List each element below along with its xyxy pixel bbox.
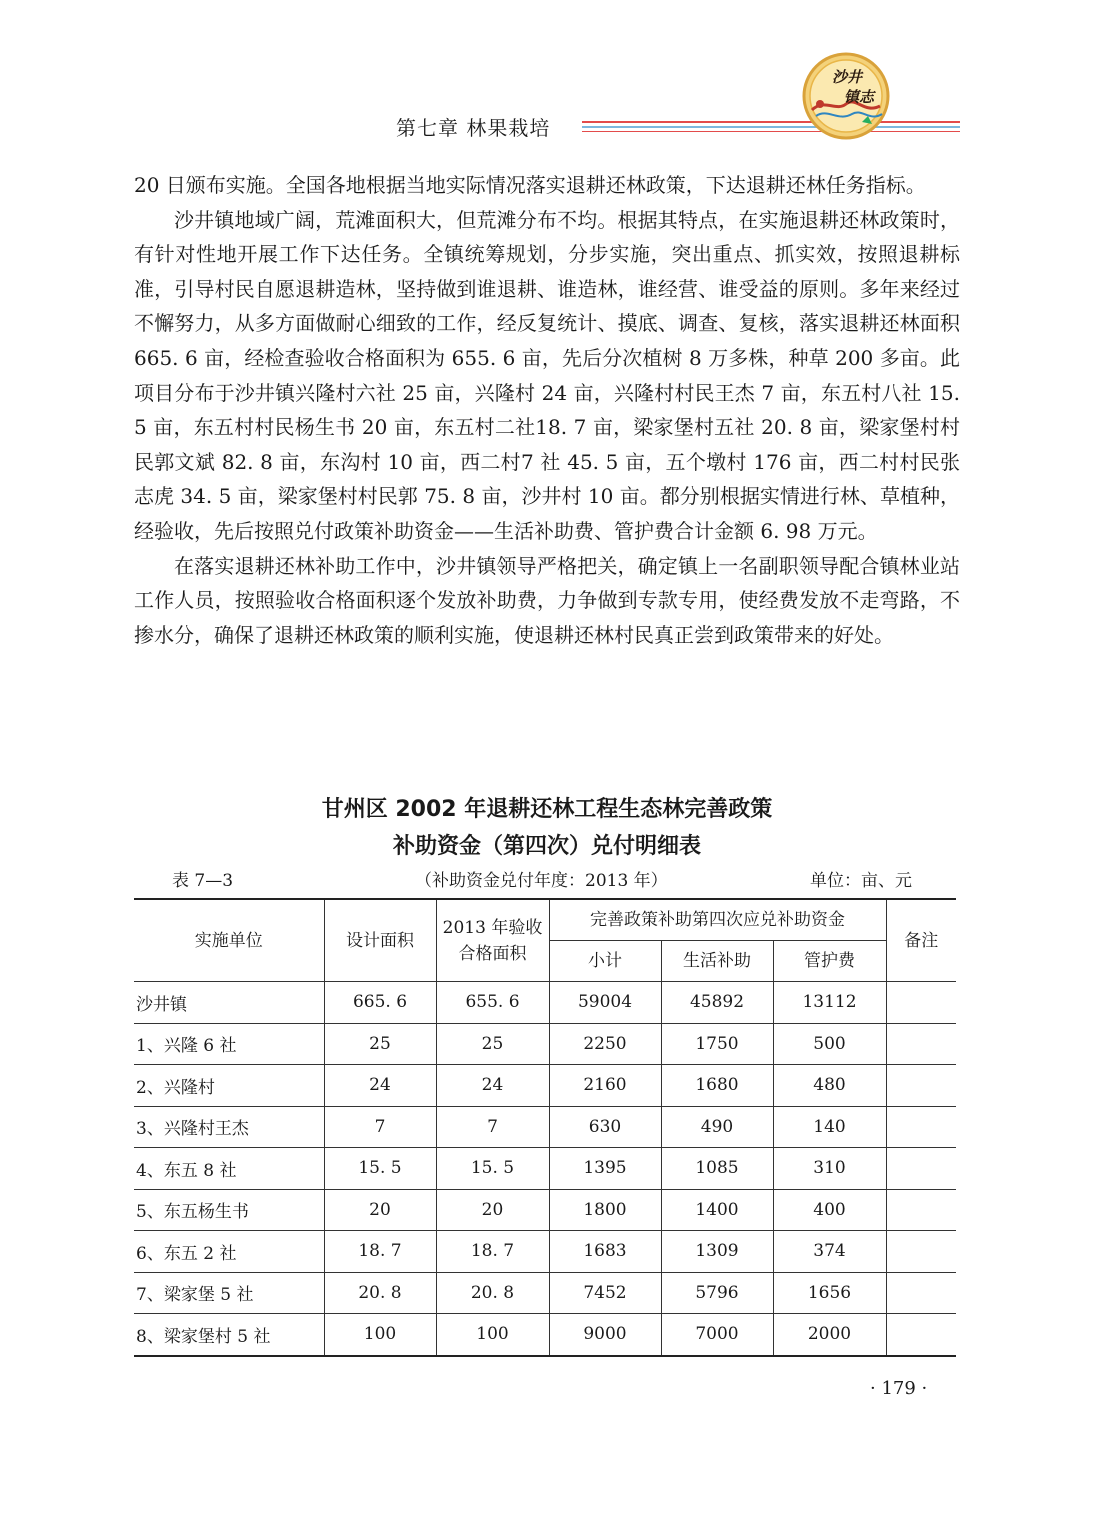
cell-note (886, 1023, 956, 1065)
cell-design: 20 (324, 1189, 436, 1231)
table-row (134, 1272, 956, 1314)
cell-accepted: 100 (436, 1314, 549, 1356)
cell-living: 5796 (661, 1272, 773, 1314)
table-title-line2: 补助资金（第四次）兑付明细表 (392, 834, 701, 859)
page-header (0, 0, 1093, 150)
cell-care: 2000 (773, 1314, 886, 1356)
cell-name: 8、梁家堡村 5 社 (134, 1314, 324, 1356)
cell-design: 15. 5 (324, 1148, 436, 1190)
cell-accepted: 655. 6 (436, 982, 549, 1024)
cell-note (886, 1189, 956, 1231)
cell-care: 1656 (773, 1272, 886, 1314)
table-row (134, 1189, 956, 1231)
cell-note (886, 1106, 956, 1148)
page-number: · 179 · (870, 1378, 928, 1399)
header-accepted-area-line2: 合格面积 (458, 943, 527, 964)
book-seal-logo (802, 52, 890, 140)
paragraph-continuation: 20 日颁布实施。全国各地根据当地实际情况落实退耕还林政策，下达退耕还林任务指标。 (134, 173, 926, 197)
cell-accepted: 15. 5 (436, 1148, 549, 1190)
cell-subtotal: 1395 (549, 1148, 661, 1190)
cell-note (886, 1272, 956, 1314)
table-title-line1: 甘州区 2002 年退耕还林工程生态林完善政策 (321, 797, 773, 822)
cell-care: 13112 (773, 982, 886, 1024)
cell-subtotal: 9000 (549, 1314, 661, 1356)
cell-note (886, 1314, 956, 1356)
seal-text-line2: 镇志 (844, 88, 875, 106)
table-label: 表 7—3 (172, 871, 234, 891)
header-care-fee: 管护费 (773, 941, 886, 982)
body-text (134, 168, 960, 652)
cell-living: 1309 (661, 1231, 773, 1273)
cell-subtotal: 7452 (549, 1272, 661, 1314)
header-notes: 备注 (886, 899, 956, 982)
cell-accepted: 7 (436, 1106, 549, 1148)
cell-accepted: 20. 8 (436, 1272, 549, 1314)
paragraph: 在落实退耕还林补助工作中，沙井镇领导严格把关，确定镇上一名副职领导配合镇林业站工作人员，按照验收合格面积逐个发放补助费，力争做到专款专用，使经费发放不走弯路，不掺水分，确保了退耕还林政策的顺利实施，使退耕还林村民真正尝到政策带来的好处。 (134, 553, 960, 647)
cell-note (886, 982, 956, 1024)
cell-living: 1085 (661, 1148, 773, 1190)
header-rule-blue (582, 126, 960, 128)
cell-living: 1750 (661, 1023, 773, 1065)
cell-living: 1680 (661, 1065, 773, 1107)
cell-note (886, 1231, 956, 1273)
header-unit: 实施单位 (134, 899, 324, 982)
cell-design: 18. 7 (324, 1231, 436, 1273)
header-rule-red-top (582, 121, 960, 123)
cell-name: 4、东五 8 社 (134, 1148, 324, 1190)
table-row (134, 1065, 956, 1107)
header-accepted-area-line1: 2013 年验收 (442, 917, 543, 938)
cell-design: 7 (324, 1106, 436, 1148)
table-unit: 单位：亩、元 (810, 871, 912, 891)
cell-name: 1、兴隆 6 社 (134, 1023, 324, 1065)
cell-accepted: 18. 7 (436, 1231, 549, 1273)
table-subtitle: （补助资金兑付年度：2013 年） (415, 871, 668, 891)
cell-subtotal: 59004 (549, 982, 661, 1024)
cell-care: 310 (773, 1148, 886, 1190)
cell-subtotal: 630 (549, 1106, 661, 1148)
cell-name: 3、兴隆村王杰 (134, 1106, 324, 1148)
table-row (134, 1314, 956, 1356)
cell-living: 1400 (661, 1189, 773, 1231)
cell-note (886, 1065, 956, 1107)
table-row (134, 1106, 956, 1148)
cell-name: 2、兴隆村 (134, 1065, 324, 1107)
cell-accepted: 25 (436, 1023, 549, 1065)
header-subsidy-group: 完善政策补助第四次应兑补助资金 (549, 899, 886, 941)
cell-accepted: 24 (436, 1065, 549, 1107)
cell-design: 20. 8 (324, 1272, 436, 1314)
cell-name: 7、梁家堡 5 社 (134, 1272, 324, 1314)
cell-living: 45892 (661, 982, 773, 1024)
cell-care: 140 (773, 1106, 886, 1148)
cell-design: 24 (324, 1065, 436, 1107)
table-row (134, 1231, 956, 1273)
cell-subtotal: 2250 (549, 1023, 661, 1065)
cell-care: 500 (773, 1023, 886, 1065)
cell-design: 665. 6 (324, 982, 436, 1024)
table-row (134, 982, 956, 1024)
header-living-subsidy: 生活补助 (661, 941, 773, 982)
subsidy-table (134, 898, 956, 1357)
header-accepted-area (436, 899, 549, 982)
cell-note (886, 1148, 956, 1190)
cell-living: 490 (661, 1106, 773, 1148)
header-subtotal: 小计 (549, 941, 661, 982)
cell-care: 374 (773, 1231, 886, 1273)
table-row (134, 1023, 956, 1065)
table-row (134, 1148, 956, 1190)
cell-design: 25 (324, 1023, 436, 1065)
cell-care: 480 (773, 1065, 886, 1107)
chapter-title: 第七章 林果栽培 (396, 116, 551, 140)
cell-name: 5、东五杨生书 (134, 1189, 324, 1231)
cell-subtotal: 1683 (549, 1231, 661, 1273)
cell-care: 400 (773, 1189, 886, 1231)
header-rule-red-bottom (582, 131, 960, 132)
cell-name: 6、东五 2 社 (134, 1231, 324, 1273)
cell-living: 7000 (661, 1314, 773, 1356)
paragraph: 沙井镇地域广阔，荒滩面积大，但荒滩分布不均。根据其特点，在实施退耕还林政策时，有针对性地开展工作下达任务。全镇统筹规划，分步实施，突出重点、抓实效，按照退耕标准，引导村民自愿退耕造林，坚持做到谁退耕、谁造林，谁经营、谁受益的原则。多年来经过不懈努力，从多方面做耐心细致的工作，经反复统计、摸底、调查、复核，落实退耕还林面积 665. 6 亩，经检查验收合格面积为 655. 6 亩，先后分次植树 8 万多株，种草 200 多亩。此项目分布于沙井镇兴隆村六社 25 亩，兴隆村 24 亩，兴隆村村民王杰 7 亩，东五村八社 15. 5 亩，东五村村民杨生书 20 亩，东五村二社18. 7 亩，梁家堡村五社 20. 8 亩，梁家堡村村民郭文斌 82. 8 亩，东沟村 10 亩，西二村7 社 45. 5 亩，五个墩村 176 亩，西二村村民张志虎 34. 5 亩，梁家堡村村民郭 75. 8 亩，沙井村 10 亩。都分别根据实情进行林、草植种，经验收，先后按照兑付政策补助资金——生活补助费、管护费合计金额 6. 98 万元。 (134, 207, 960, 543)
cell-subtotal: 1800 (549, 1189, 661, 1231)
header-design-area: 设计面积 (324, 899, 436, 982)
cell-name: 沙井镇 (134, 982, 324, 1024)
table-body (134, 982, 956, 1356)
cell-accepted: 20 (436, 1189, 549, 1231)
cell-design: 100 (324, 1314, 436, 1356)
cell-subtotal: 2160 (549, 1065, 661, 1107)
seal-text-line1: 沙井 (832, 68, 863, 86)
